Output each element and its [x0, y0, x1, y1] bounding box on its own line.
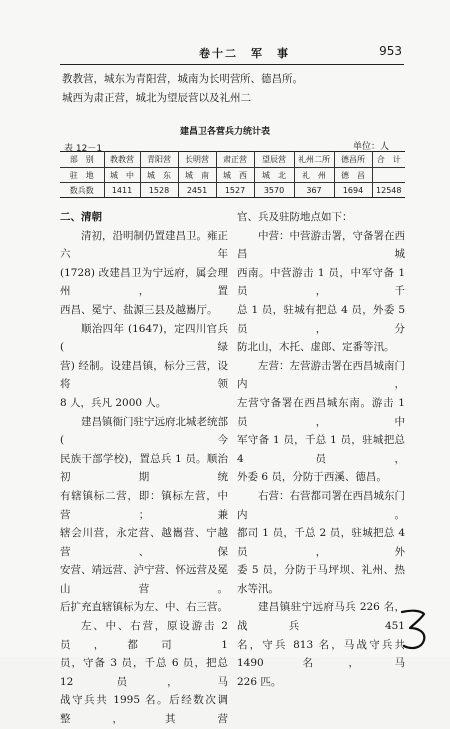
column-header: 肃正营: [216, 152, 254, 168]
table-cell: 城 西: [216, 168, 254, 183]
text-line: 名，守兵 813 名，马战守兵共 1490 名，马: [237, 638, 405, 670]
intro-line-2: 城西为肃正营，城北为望辰营以及礼州二: [62, 92, 251, 104]
paragraph: [60, 320, 228, 413]
table-cell: 1694: [334, 183, 372, 198]
table-unit: 单位：人: [353, 142, 390, 152]
table-cell: 1527: [216, 183, 254, 198]
column-header: 望辰营: [254, 152, 294, 168]
text-line: 右营：右营都司署在西昌城东门内。: [237, 489, 405, 521]
troop-table: [60, 151, 405, 198]
text-line: 官、兵及驻防地点如下：: [237, 211, 353, 223]
text-line: 委 5 员，分防于马坪坝、礼州、热水等汛。: [237, 564, 405, 595]
table-cell: 3570: [254, 183, 294, 198]
text-line: 顺治四年 (1647)，定四川官兵 (绿: [60, 322, 228, 354]
text-line: 民族干部学校)，置总兵 1 员。顺治初期统: [60, 452, 228, 484]
text-line: 西昌、冕宁、盐源三县及越巂厅。: [60, 303, 218, 316]
text-line: 8 人，兵凡 2000 人。: [60, 396, 167, 409]
column-header: 长明营: [178, 152, 216, 168]
table-cell: 城 东: [140, 168, 178, 183]
handwritten-mark: [394, 606, 434, 654]
intro-line-1: 教教营，城东为青阳营，城南为长明营: [62, 73, 241, 85]
paragraph: [237, 357, 405, 487]
text-line: (1728) 改建昌卫为宁远府，属会理州，置: [60, 266, 228, 298]
table-cell: 城 北: [254, 168, 294, 183]
row-label: 部 别: [60, 152, 104, 168]
running-head: [64, 42, 402, 64]
text-line: 有辖镇标二营，即：镇标左营，中营；兼: [60, 489, 228, 521]
header-rule: [60, 64, 404, 65]
text-line: 中营：中营游击署，守备署在西昌城: [237, 229, 405, 261]
text-line: 营) 经制。设建昌镇，标分三营，设将领: [60, 359, 228, 391]
table-cell: 礼 州: [294, 168, 334, 183]
table-row: [60, 168, 405, 183]
text-line: 左营守备署在西昌城东南。游击 1 员，中: [237, 396, 405, 428]
paragraph: [60, 413, 228, 618]
text-line: 军守备 1 员，千总 1 员，驻城把总 4 员，: [237, 434, 405, 465]
paragraph: [60, 617, 228, 729]
table-cell: 城 中: [104, 168, 140, 183]
column-header: 礼州二所: [294, 152, 334, 168]
table-cell: 1528: [140, 183, 178, 198]
paragraph: [237, 227, 405, 357]
text-line: 西南。中营游击 1 员，中军守备 1 员，千: [237, 266, 405, 298]
text-line: 外委 6 员，分防于西溪、德昌。: [237, 471, 387, 484]
text-line: 左、中、右营，原设游击 2 员，都司 1: [60, 620, 228, 651]
text-line: 都司 1 员，千总 2 员，驻城把总 4 员，外: [237, 527, 405, 558]
table-title: 建昌卫各营兵力统计表: [179, 127, 270, 137]
table-cell: [372, 168, 405, 183]
column-header: 青阳营: [140, 152, 178, 168]
text-line: 建昌镇驻宁远府马兵 226 名，战兵 451: [237, 601, 405, 633]
row-label: 数兵数: [60, 183, 104, 198]
text-line: 辖会川营，永定营、越巂营、宁越营、保: [60, 527, 228, 558]
table-cell: 1411: [104, 183, 140, 198]
column-header: 教教营: [104, 152, 140, 168]
text-line: 总 1 员，驻城有把总 4 员，外委 5 员，分: [237, 303, 405, 335]
text-line: 左营：左营游击署在西昌城南门内，: [237, 359, 405, 391]
page-number: 953: [379, 44, 402, 58]
chapter-title: 卷十二 军 事: [199, 47, 290, 60]
table-number: 表 12－1: [64, 144, 103, 154]
paragraph: [60, 227, 228, 320]
section-heading: 二、清朝: [60, 211, 102, 223]
paragraph: [237, 487, 405, 599]
table-cell: 367: [294, 183, 334, 198]
paragraph: [237, 598, 405, 691]
table-cell: 城 南: [178, 168, 216, 183]
table-cell: 2451: [178, 183, 216, 198]
table-cell: 12548: [372, 183, 405, 198]
text-line: 清初，沿明制仍置建昌卫。雍正六年: [60, 229, 228, 261]
text-line: 员，守备 3 员，千总 6 员，把总 12 员，马: [60, 657, 228, 688]
text-line: 建昌镇衙门驻宁远府北城老统部 (今: [60, 415, 228, 447]
column-header: 合 计: [372, 152, 405, 168]
text-line: 后扩充直辖镇标为左、中、右三营。: [60, 601, 228, 614]
column-header: 德昌所: [334, 152, 372, 168]
table-cell: 德 昌: [334, 168, 372, 183]
text-line: 防北山，木托、虚郎、定番等汛。: [237, 341, 395, 354]
intro-line-3: 所、德昌所。: [240, 73, 303, 85]
text-line: 226 匹。: [237, 675, 282, 688]
row-label: 驻 地: [60, 168, 104, 183]
table-header-row: [60, 152, 405, 168]
table-row: [60, 183, 405, 198]
text-line: 战守兵共 1995 名。后经数次调整，其营: [60, 694, 228, 726]
left-column: [60, 208, 228, 729]
right-column: [237, 208, 405, 691]
text-line: 安营、靖远营、泸宁营、怀远营及冕山营。: [60, 564, 228, 595]
